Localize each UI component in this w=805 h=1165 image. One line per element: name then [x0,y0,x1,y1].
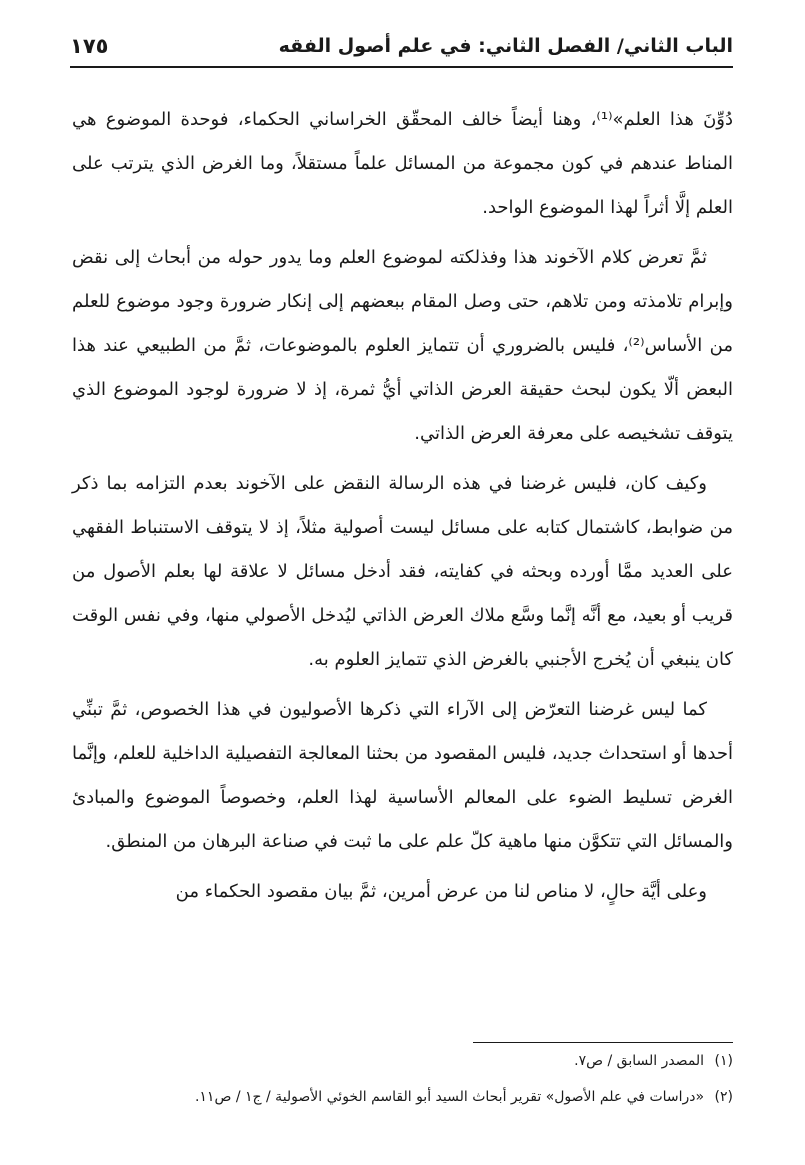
paragraph-5: وعلى أيَّة حالٍ، لا مناص لنا من عرض أمرين، ثمَّ بيان مقصود الحكماء من [175,881,707,902]
footnote-1 [72,1043,733,1079]
page-number: ١٧٥ [70,34,109,58]
paragraph-3: وكيف كان، فليس غرضنا في هذه الرسالة النقض على الآخوند بعدم التزامه بما ذكر من ضوابط، كاشتمال كتابه على مسائل ليست أصولية مثلاً، إذ لا يتوقف الاستنباط الفقهي على العديد ممَّا أورده وبحثه في كفايته، فقد أدخل مسائل لا علاقة لها بعلم الأصول من قريب أو بعيد، مع أنَّه إنَّما وسَّع ملاك العرض الذاتي ليُدخل الأصولي منها، وفي نفس الوقت كان ينبغي أن يُخرج الأجنبي بالغرض الذي تتمايز العلوم به. [72,473,733,670]
body-text [72,98,733,920]
footnote-number: (١) [714,1053,733,1069]
footnote-2 [72,1079,733,1115]
paragraph-1: دُوِّنَ هذا العلم»⁽¹⁾، وهنا أيضاً خالف المحقّق الخراساني الحكماء، فوحدة الموضوع هي المناط عندهم في كون مجموعة من المسائل علماً مستقلاً، وما الغرض الذي يترتب على العلم إلَّا أثراً لهذا الموضوع الواحد. [72,109,734,218]
paragraph-4: كما ليس غرضنا التعرّض إلى الآراء التي ذكرها الأصوليون في هذا الخصوص، ثمَّ تبنِّي أحدها أو استحداث جديد، فليس المقصود من بحثنا المعالجة التفصيلية الداخلية للعلم، وإنَّما الغرض تسليط الضوء على المعالم الأساسية لهذا العلم، وخصوصاً الموضوع والمبادئ والمسائل التي تتكوَّن منها ماهية كلّ علم على ما ثبت في صناعة البرهان من المنطق. [72,699,733,852]
footnotes [72,1042,733,1115]
page-header [70,26,733,68]
footnote-number: (٢) [714,1089,733,1105]
footnote-text: «دراسات في علم الأصول» تقرير أبحاث السيد أبو القاسم الخوئي الأصولية / ج١ / ص١١. [194,1089,705,1105]
paragraph-2: ثمَّ تعرض كلام الآخوند هذا وفذلكته لموضوع العلم وما يدور حوله من أبحاث إلى نقض وإبرام تلامذته ومن تلاهم، حتى وصل المقام ببعضهم إلى إنكار ضرورة وجود موضوع للعلم من الأساس⁽²⁾، فليس بالضروري أن تتمايز العلوم بالموضوعات، ثمَّ من الطبيعي عند هذا البعض ألّا يكون لبحث حقيقة العرض الذاتي أيُّ ثمرة، إذ لا ضرورة لوجود الموضوع الذي يتوقف تشخيصه على معرفة العرض الذاتي. [72,247,733,444]
running-title: الباب الثاني/ الفصل الثاني: في علم أصول الفقه [278,35,733,57]
footnote-text: المصدر السابق / ص٧. [574,1053,705,1069]
